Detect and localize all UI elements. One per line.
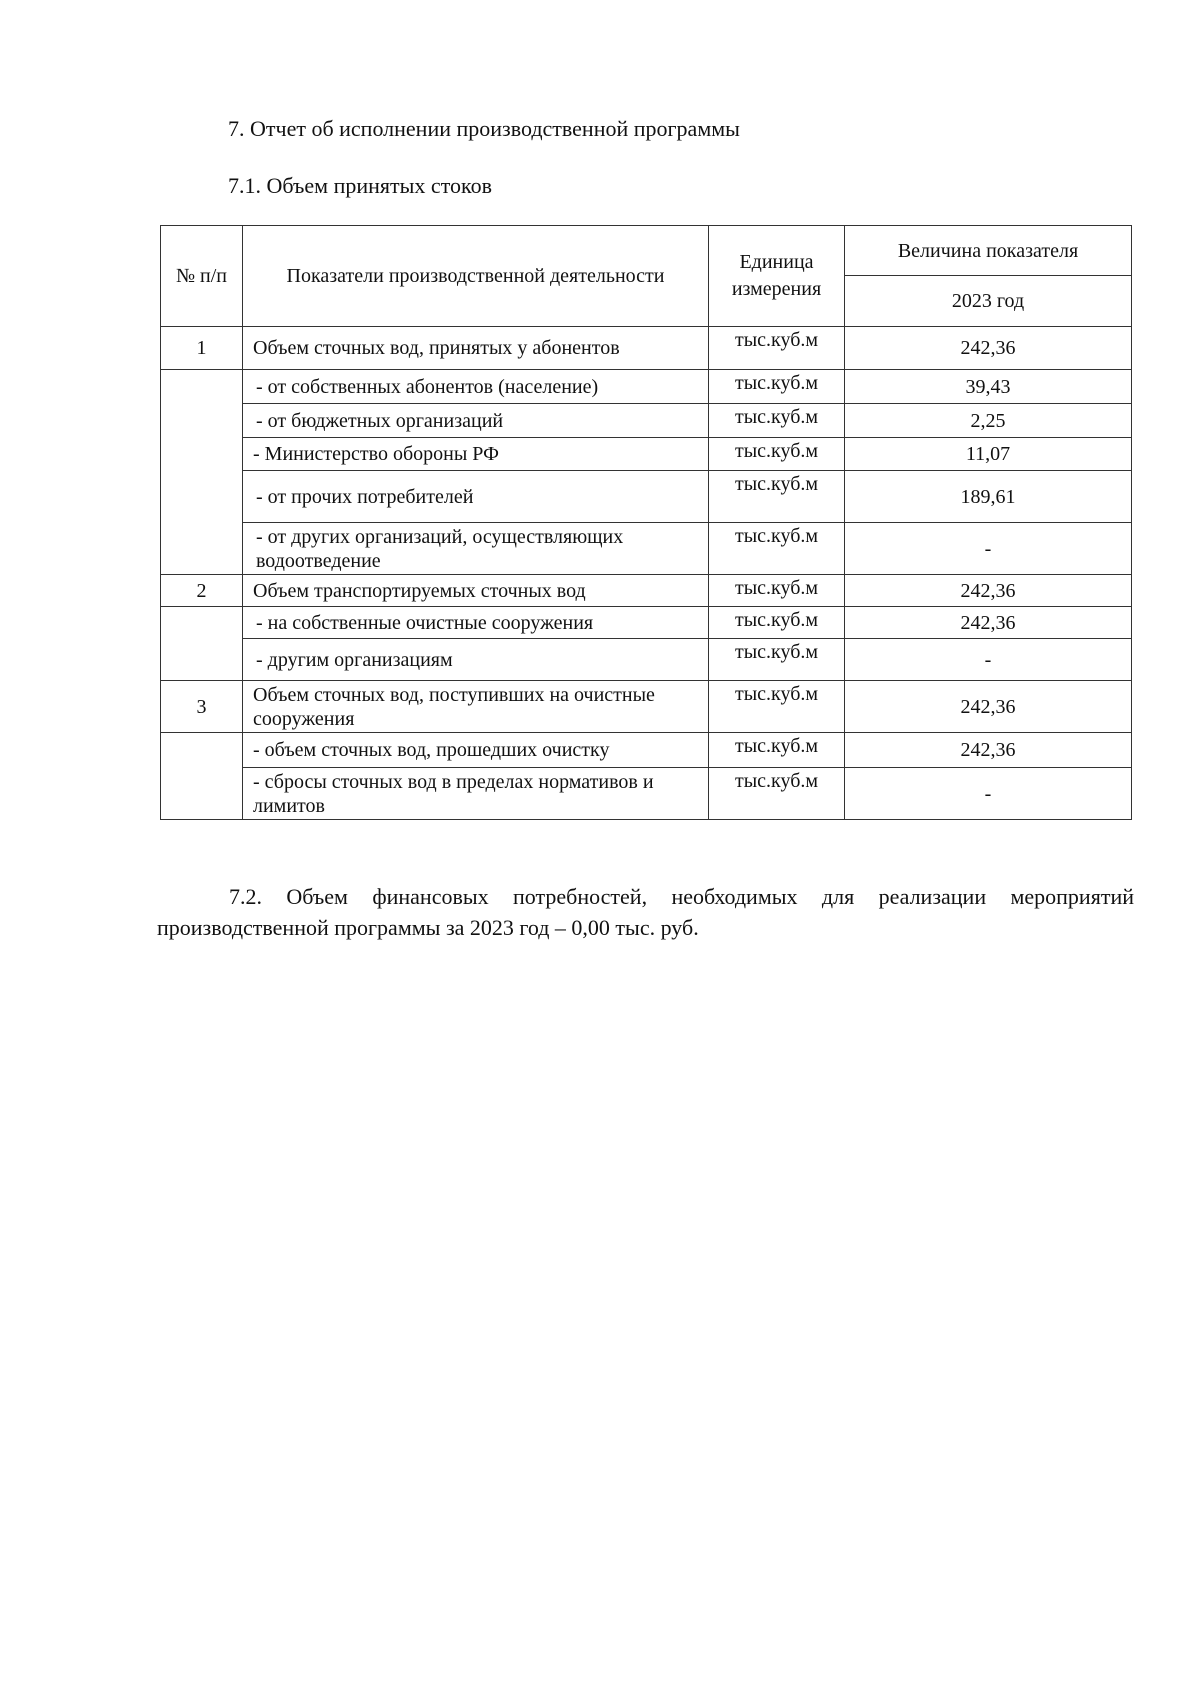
financial-needs-note: 7.2. Объем финансовых потребностей, необходимых для реализации мероприятий производственной программы за 2023 год – 0,00 тыс. руб. — [157, 884, 1134, 940]
row-num — [161, 607, 243, 681]
table-row — [161, 607, 1132, 639]
table-row — [161, 370, 1132, 404]
header-indicator: Показатели производственной деятельности — [243, 226, 709, 327]
row-value: 242,36 — [845, 607, 1132, 639]
row-unit: тыс.куб.м — [709, 768, 845, 820]
table-row — [161, 327, 1132, 370]
row-unit: тыс.куб.м — [709, 681, 845, 733]
table-row — [161, 404, 1132, 438]
row-indicator: Объем транспортируемых сточных вод — [243, 575, 709, 607]
row-indicator: - Министерство обороны РФ — [243, 438, 709, 471]
row-unit: тыс.куб.м — [709, 327, 845, 370]
table-row — [161, 438, 1132, 471]
row-value: 242,36 — [845, 327, 1132, 370]
row-num: 1 — [161, 327, 243, 370]
section-title: 7. Отчет об исполнении производственной программы — [228, 116, 740, 141]
row-indicator: - объем сточных вод, прошедших очистку — [243, 733, 709, 768]
row-unit: тыс.куб.м — [709, 639, 845, 681]
table-row — [161, 639, 1132, 681]
table-row — [161, 768, 1132, 820]
table-row — [161, 471, 1132, 523]
table-row — [161, 733, 1132, 768]
row-value: 2,25 — [845, 404, 1132, 438]
row-unit: тыс.куб.м — [709, 733, 845, 768]
row-value: 11,07 — [845, 438, 1132, 471]
row-unit: тыс.куб.м — [709, 471, 845, 523]
row-value: 242,36 — [845, 681, 1132, 733]
row-unit: тыс.куб.м — [709, 404, 845, 438]
table-row — [161, 575, 1132, 607]
row-unit: тыс.куб.м — [709, 438, 845, 471]
row-value: - — [845, 523, 1132, 575]
row-indicator: - на собственные очистные сооружения — [243, 607, 709, 639]
row-indicator: - от прочих потребителей — [243, 471, 709, 523]
table-row — [161, 681, 1132, 733]
row-num — [161, 733, 243, 820]
row-value: 242,36 — [845, 733, 1132, 768]
row-indicator: Объем сточных вод, поступивших на очистные сооружения — [243, 681, 709, 733]
row-num: 3 — [161, 681, 243, 733]
row-value: - — [845, 768, 1132, 820]
row-value: 189,61 — [845, 471, 1132, 523]
subsection-title: 7.1. Объем принятых стоков — [228, 173, 492, 198]
row-indicator: - другим организациям — [243, 639, 709, 681]
row-unit: тыс.куб.м — [709, 523, 845, 575]
header-value-group: Величина показателя — [845, 226, 1132, 276]
row-num: 2 — [161, 575, 243, 607]
header-unit: Единица измерения — [709, 226, 845, 327]
row-indicator: - от собственных абонентов (население) — [243, 370, 709, 404]
row-indicator: - сбросы сточных вод в пределах нормативов и лимитов — [243, 768, 709, 820]
wastewater-volume-table — [160, 225, 1132, 820]
row-unit: тыс.куб.м — [709, 575, 845, 607]
row-indicator: Объем сточных вод, принятых у абонентов — [243, 327, 709, 370]
row-num — [161, 370, 243, 575]
row-value: 39,43 — [845, 370, 1132, 404]
row-value: - — [845, 639, 1132, 681]
header-year: 2023 год — [845, 276, 1132, 327]
table-row — [161, 523, 1132, 575]
row-value: 242,36 — [845, 575, 1132, 607]
table-header-row — [161, 226, 1132, 276]
row-unit: тыс.куб.м — [709, 370, 845, 404]
header-num: № п/п — [161, 226, 243, 327]
row-indicator: - от других организаций, осуществляющих водоотведение — [243, 523, 709, 575]
row-indicator: - от бюджетных организаций — [243, 404, 709, 438]
row-unit: тыс.куб.м — [709, 607, 845, 639]
